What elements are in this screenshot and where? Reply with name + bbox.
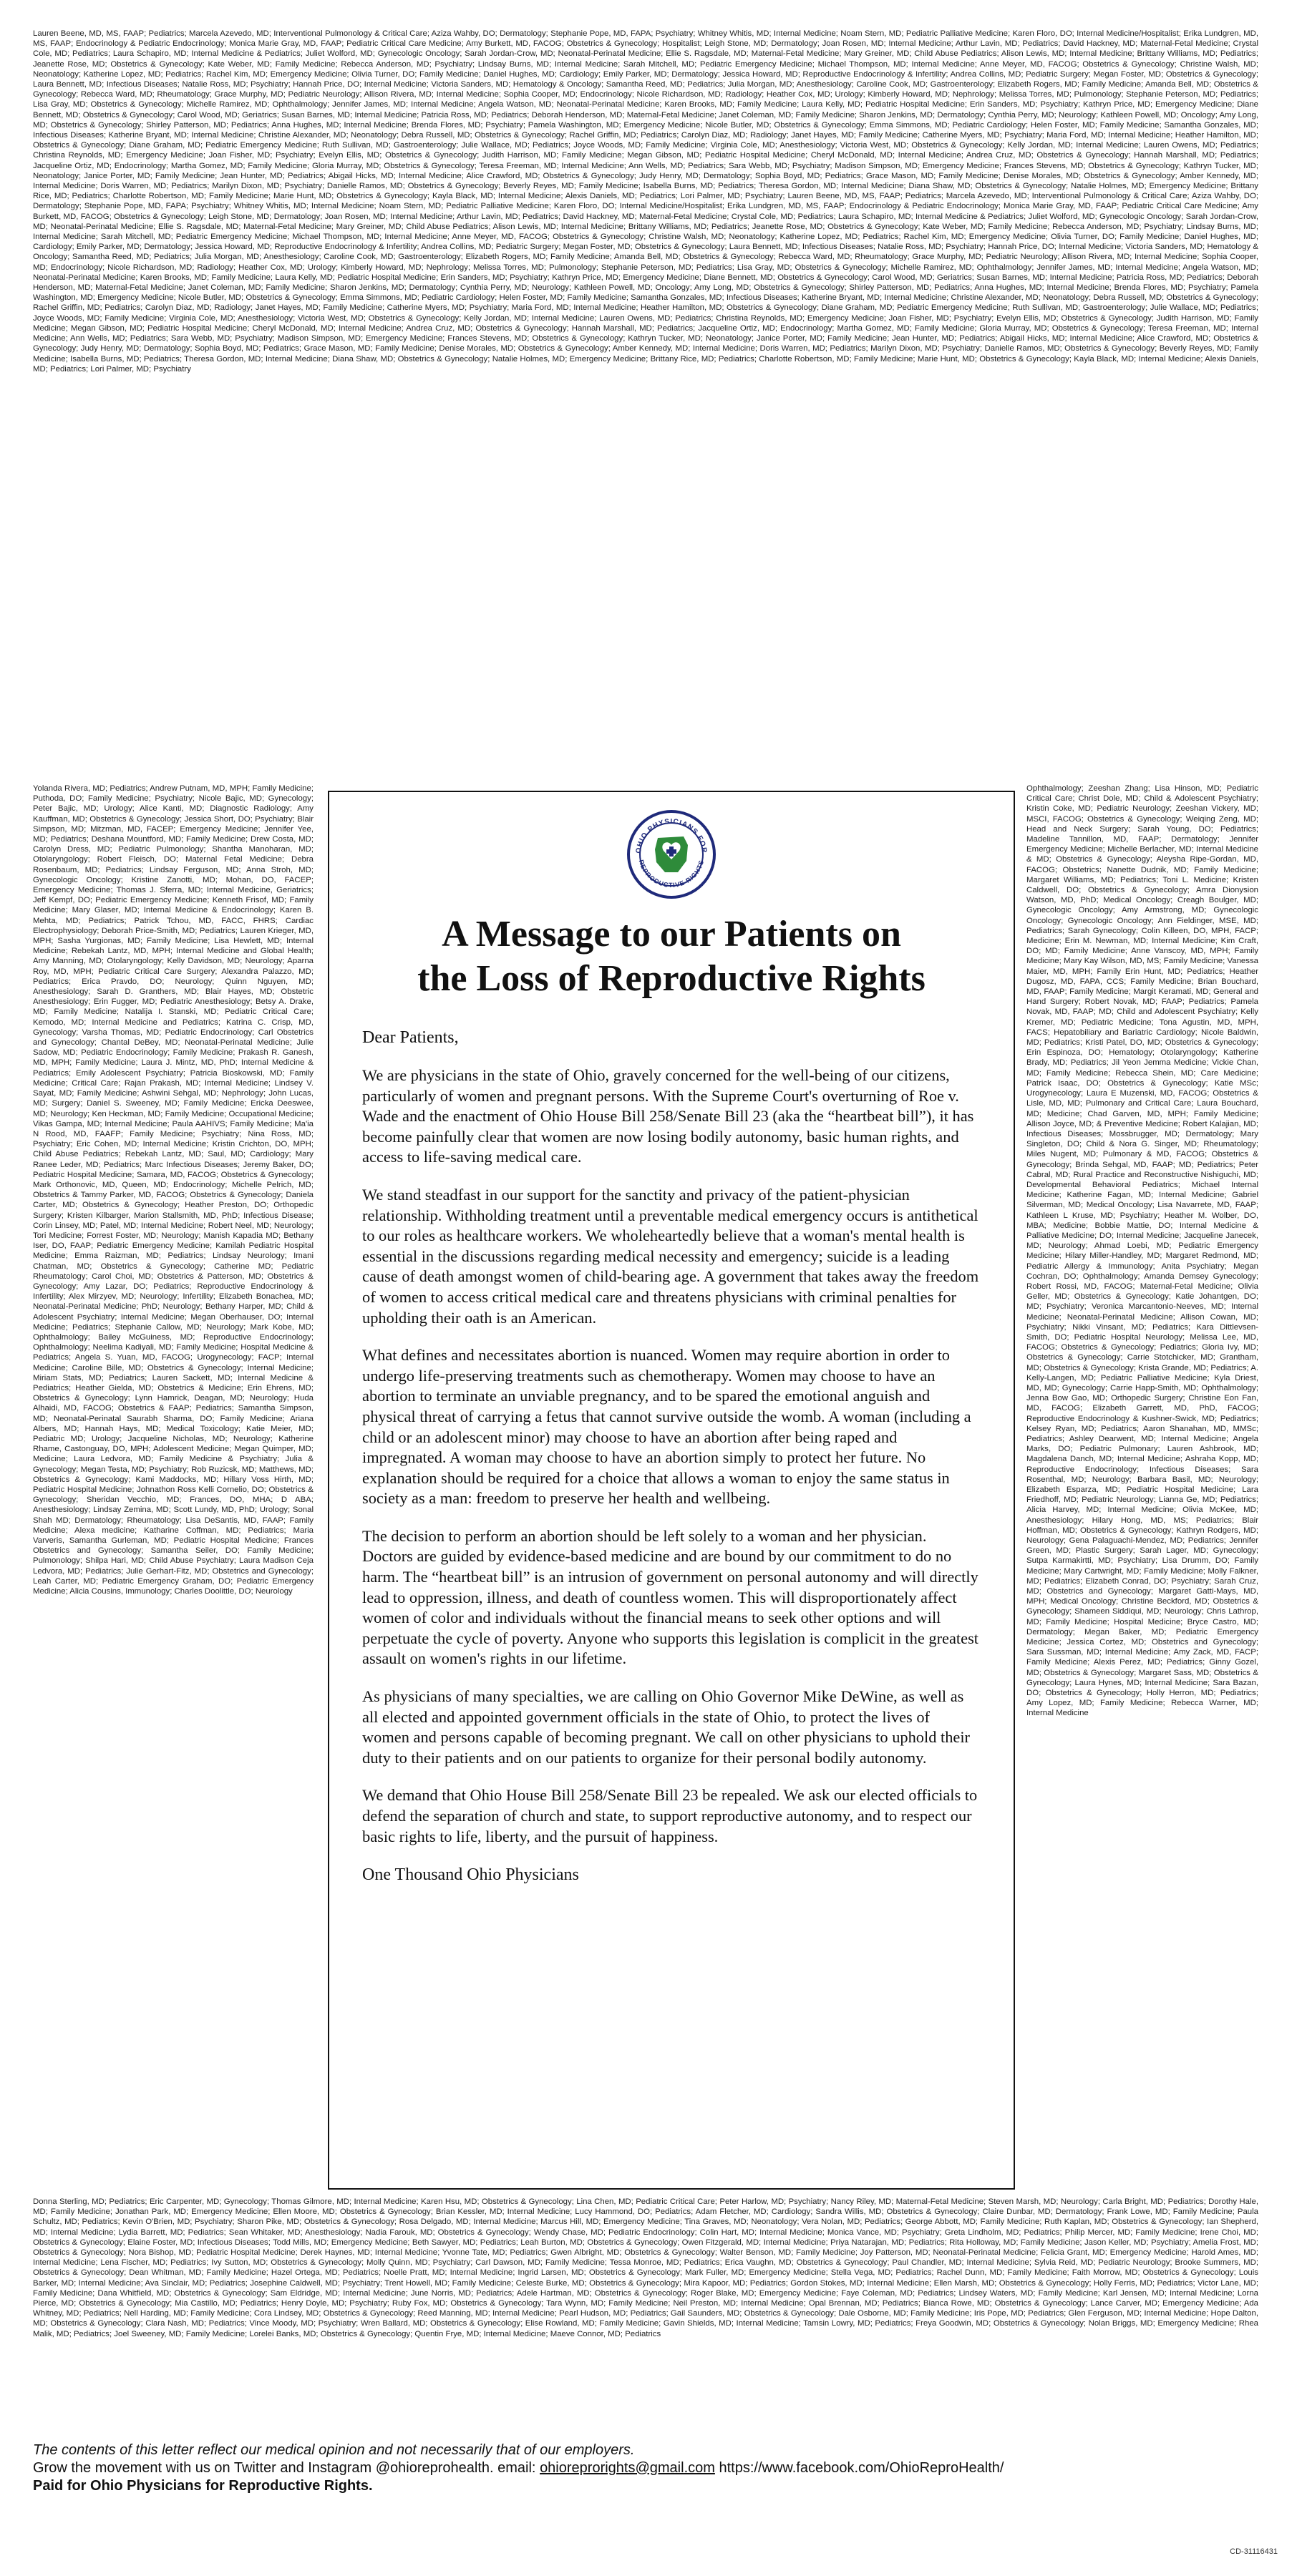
footer-facebook-link[interactable]: https://www.facebook.com/OhioReproHealth/	[719, 2460, 1004, 2476]
signatories-text: Ophthalmology; Zeeshan Zhang; Lisa Hinson, MD; Pediatric Critical Care; Christ Dole, MD; Child & Adolescent Psychiatry; Kristin Coke, MD; Pediatric Neurology; Zeeshan Vickery, MD; MSCI, FACOG; Obstetrics & Gynecology; Weiqing Zeng, MD; Head and Neck Surgery; Sarah Young, DO; Pediatrics; Madeline Tannillon, MD, FAAP; Dermatology; Jennifer Emergency Medicine; Michelle Berlacher, MD; Internal Medicine & MD; Obstetrics & Gynecology; Aleysha Ripe-Gordan, MD, FACOG; Obstetrics; Nanette Dudnik, MD; Family Medicine; Margaret Williams, MD; Pediatrics; Toni L. Medicine; Kristen Caldwell, DO; Obstetrics & Gynecology; Amra Dionysion Watson, MD, PhD; Medical Oncology; Creagh Boulger, MD; Gynecologic Oncology; Amy Armstrong, MD; Gynecologic Oncology; Gynecologic Oncology; Ann Fieldinger, MSE, MD; Pediatrics; Sarah Gynecology; Colin Killeen, DO, MPH, FACP; Medicine; Erin M. Newman, MD; Internal Medicine; Kim Craft, DO; MD; Family Medicine; Anne Vanscoy, MD, MPH; Family Medicine; Mary Kay Wilson, MD, MS; Family Medicine; Vanessa Maier, MD, MPH; Family Erin Hunt, MD; Pediatrics; Heather Dugosz, MD, FAPA, CCS; Family Medicine; Brian Bouchard, MD, FAAP; Family Medicine; Margit Keramati, MD; General and Hand Surgery; Robert Novak, MD; FAAP; Pediatrics; Pamela Novak, MD, FAAP; MD; Child and Adolescent Psychiatry; Kelly Kremer, MD; Pediatric Medicine; Tona Agustin, MD, MPH, FACS; Hepatobiliary and Bariatric Cardiology; Nicole Baldwin, MD; Pediatrics; Kristi Patel, DO, MD; Obstetrics & Gynecology; Erin Espinoza, DO; Hematology; Otolaryngology; Katherine Brady, MD; Pediatrics; Jil Yeon Jemma Medicine; Vickie Chan, MD; Family Medicine; Rebecca Shein, MD; Care Medicine; Patrick Isaac, DO; Obstetrics & Gynecology; Katie MSc; Urogynecology; Laura E Muzenski, MD, FACOG; Obstetrics & Lisle, MD, MD; Pulmonary and Critical Care; Laura Bouchard, MD; Medicine; Chad Garven, MD, MPH; Family Medicine; Allison Joyce, MD; & Preventive Medicine; Robert Kalajian, MD; Infectious Diseases; Mossbrugger, MD; Dermatology; Mary Singleton, DO; Child & Nora G. Singer, MD; Rheumatology; Miles Nugent, MD; Pulmonary & MD, FACOG; Obstetrics & Gynecology; Brinda Sehgal, MD, FAAP; MD; Pediatrics; Peter Cabral, MD; Rural Practice and Reconstructive Nishiguchi, MD; Developmental Behavioral Pediatrics; Michael Internal Medicine; Katherine Fagan, MD; Internal Medicine; Gabriel Silverman, MD; Medical Oncology; Lisa Navarrete, MD, FAAP; Kathleen L Kruse, MD; Psychiatry; Heather M. Wolber, DO, MBA; Medicine; Bobbie Mattie, DO; Internal Medicine & Palliative Medicine; DO; Internal Medicine; Jacqueline Janecek, MD; Neurology; Ahmad Loebi, MD; Pediatric Emergency Medicine; Hilary Miller-Handley, MD; Margaret Redmond, MD; Pediatric Allergy & Immunology; Anita Psychiatry; Megan Cochran, DO; Ophthalmology; Amanda Demsey Gynecology; Robert Rossi, MD, FACOG; Maternal-Fetal Medicine; Olivia Geller, MD; Obstetrics & Gynecology; Katie Johantgen, DO; MD; Psychiatry; Veronica Marcantonio-Neeves, MD; Internal Medicine; Neonatal-Perinatal Medicine; Allison Cowan, MD; Psychiatry; Nikki Vinsant, MD; Pediatrics; Kara Dittlevsen-Smith, DO; Pediatric Hospital Neurology; Melissa Lee, MD, FACOG; Obstetrics & Gynecology; Pediatrics; Gloria Ivy, MD; Obstetrics & Gynecology; Carrie Stotchicker, MD; Grantham, MD; Obstetrics & Gynecology; Krista Grande, MD; Pediatrics; A. Kelly-Langen, MD; Pediatric Palliative Medicine; Kyla Driest, MD, MD; Gynecology; Carrie Happ-Smith, MD; Ophthalmology; Jenna Bow Gao, MD; Orthopedic Surgery; Christine Eon Fan, MD, FACOG; Elizabeth Garrett, MD, PhD, FACOG; Reproductive Endocrinology & Kushner-Swick, MD; Pediatrics; Kelsey Ryan, MD; Pediatrics; Aaron Shanahan, MD, MMSc; Pediatrics; Ashley Dearwent, MD; Internal Medicine; Angela Marks, DO; Pediatric Pulmonary; Lauren Ashbrook, MD; Magdalena Danch, MD; Internal Medicine; Ashraha Kopp, MD; Reproductive Endocrinology; Infectious Diseases; Sara Rosenthal, MD; Neurology; Barbara Basil, MD; Neurology; Elizabeth Esparza, MD; Pediatric Hospital Medicine; Lara Friedhoff, MD; Pediatric Neurology; Lianna Ge, MD; Pediatrics; Alicia Harvey, MD; Internal Medicine; Olivia McKee, MD; Anesthesiology; Hilary Hong, MD, MS; Pediatrics; Blair Hoffman, MD; Obstetrics & Gynecology; Kathryn Rodgers, MD; Neurology; Gena Palaguachi-Mendez, MD; Pediatrics; Jennifer Green, MD; Plastic Surgery; Sarah Lager, MD; Gynecology; Sutpa Karmakirtti, MD; Psychiatry; Lisa Drumm, DO; Family Medicine; Mary Cartwright, MD; Family Medicine; Molly Falkner, MD; Pediatrics; Elizabeth Conrad, DO; Psychiatry; Sarah Cruz, MD; Obstetrics and Gynecology; Margaret Gatti-Mays, MD, MPH; Medical Oncology; Christine Beckford, MD; Obstetrics & Gynecology; Shameen Siddiqui, MD; Neurology; Chris Lathrop, MD; Family Medicine; Hospital Medicine; Bryce Castro, MD; Dermatology; Megan Baker, MD; Pediatric Emergency Medicine; Jessica Cortez, MD; Obstetrics and Gynecology; Sara Sussman, MD; Internal Medicine; Amy Zack, MD, FACP; Family Medicine; Alexis Perez, MD; Pediatrics; Ginny Gozel, MD; Obstetrics & Gynecology; Margaret Sass, MD; Obstetrics & Gynecology; Laura Hynes, MD; Internal Medicine; Sara Bazan, DO; Obstetrics & Gynecology; Holly Herron, MD; Pediatrics; Amy Lopez, MD; Family Medicine; Rebecca Warner, MD; Internal Medicine	[1026, 784, 1258, 1718]
signoff: One Thousand Ohio Physicians	[362, 1865, 579, 1885]
footer-grow-text: Grow the movement with us on Twitter and Instagram @ohioreprohealth. email:	[33, 2460, 536, 2476]
ohio-physicians-logo	[626, 809, 717, 899]
greeting: Dear Patients,	[362, 1028, 459, 1047]
signatories-text: Lauren Beene, MD, MS, FAAP; Pediatrics; Marcela Azevedo, MD; Interventional Pulmonology & Critical Care; Aziza Wahby, DO; Dermatology; Stephanie Pope, MD, FAPA; Psychiatry; Whitney Whitis, MD; Internal Medicine; Noam Stern, MD; Pediatric Palliative Medicine; Karen Floro, DO; Internal Medicine/Hospitalist; Erika Lundgren, MD, MS, FAAP; Endocrinology & Pediatric Endocrinology; Monica Marie Gray, MD, FAAP; Pediatric Critical Care Medicine; Amy Burkett, MD, FACOG; Obstetrics & Gynecology; Hospitalist; Leigh Stone, MD; Dermatology; Joan Rosen, MD; Internal Medicine; Arthur Lavin, MD; Pediatrics; David Hackney, MD; Maternal-Fetal Medicine; Crystal Cole, MD; Pediatrics; Laura Schapiro, MD; Internal Medicine & Pediatrics; Juliet Wolford, MD; Gynecologic Oncology; Sarah Jordan-Crow, MD; Neonatal-Perinatal Medicine; Ellie S. Ragsdale, MD; Maternal-Fetal Medicine; Mary Greiner, MD; Child Abuse Pediatrics; Alison Lewis, MD; Internal Medicine; Brittany Williams, MD; Pediatrics; Jeanette Rose, MD; Obstetrics & Gynecology; Kate Weber, MD; Family Medicine; Rebecca Anderson, MD; Psychiatry; Lindsay Burns, MD; Internal Medicine; Sarah Mitchell, MD; Pediatric Emergency Medicine; Michael Thompson, MD; Internal Medicine; Anne Meyer, MD, FACOG; Obstetrics & Gynecology; Christine Walsh, MD; Neonatology; Katherine Lopez, MD; Pediatrics; Rachel Kim, MD; Emergency Medicine; Olivia Turner, DO; Family Medicine; Daniel Hughes, MD; Cardiology; Emily Parker, MD; Dermatology; Jessica Howard, MD; Reproductive Endocrinology & Infertility; Andrea Collins, MD; Pediatric Surgery; Megan Foster, MD; Obstetrics & Gynecology; Laura Bennett, MD; Infectious Diseases; Natalie Ross, MD; Psychiatry; Hannah Price, DO; Internal Medicine; Victoria Sanders, MD; Hematology & Oncology; Samantha Reed, MD; Pediatrics; Julia Morgan, MD; Anesthesiology; Caroline Cook, MD; Gastroenterology; Elizabeth Rogers, MD; Family Medicine; Amanda Bell, MD; Obstetrics & Gynecology; Rebecca Ward, MD; Rheumatology; Grace Murphy, MD; Pediatric Neurology; Allison Rivera, MD; Internal Medicine; Sophia Cooper, MD; Endocrinology; Nicole Richardson, MD; Radiology; Heather Cox, MD; Urology; Kimberly Howard, MD; Nephrology; Melissa Torres, MD; Pulmonology; Stephanie Peterson, MD; Pediatrics; Lisa Gray, MD; Obstetrics & Gynecology; Michelle Ramirez, MD; Ophthalmology; Jennifer James, MD; Internal Medicine; Angela Watson, MD; Neonatal-Perinatal Medicine; Karen Brooks, MD; Family Medicine; Laura Kelly, MD; Pediatric Hospital Medicine; Erin Sanders, MD; Psychiatry; Kathryn Price, MD; Emergency Medicine; Diane Bennett, MD; Obstetrics & Gynecology; Carol Wood, MD; Geriatrics; Susan Barnes, MD; Internal Medicine; Patricia Ross, MD; Pediatrics; Deborah Henderson, MD; Maternal-Fetal Medicine; Janet Coleman, MD; Family Medicine; Sharon Jenkins, MD; Dermatology; Cynthia Perry, MD; Neurology; Kathleen Powell, MD; Oncology; Amy Long, MD; Obstetrics & Gynecology; Shirley Patterson, MD; Pediatrics; Anna Hughes, MD; Internal Medicine; Brenda Flores, MD; Psychiatry; Pamela Washington, MD; Emergency Medicine; Nicole Butler, MD; Obstetrics & Gynecology; Emma Simmons, MD; Pediatric Cardiology; Helen Foster, MD; Family Medicine; Samantha Gonzales, MD; Infectious Diseases; Katherine Bryant, MD; Internal Medicine; Christine Alexander, MD; Neonatology; Debra Russell, MD; Obstetrics & Gynecology; Rachel Griffin, MD; Pediatrics; Carolyn Diaz, MD; Radiology; Janet Hayes, MD; Family Medicine; Catherine Myers, MD; Psychiatry; Maria Ford, MD; Internal Medicine; Heather Hamilton, MD; Obstetrics & Gynecology; Diane Graham, MD; Pediatric Emergency Medicine; Ruth Sullivan, MD; Gastroenterology; Julie Wallace, MD; Pediatrics; Joyce Woods, MD; Family Medicine; Virginia Cole, MD; Anesthesiology; Victoria West, MD; Obstetrics & Gynecology; Kelly Jordan, MD; Internal Medicine; Lauren Owens, MD; Pediatrics; Christina Reynolds, MD; Emergency Medicine; Joan Fisher, MD; Psychiatry; Evelyn Ellis, MD; Obstetrics & Gynecology; Judith Harrison, MD; Family Medicine; Megan Gibson, MD; Pediatric Hospital Medicine; Cheryl McDonald, MD; Internal Medicine; Andrea Cruz, MD; Obstetrics & Gynecology; Hannah Marshall, MD; Pediatrics; Jacqueline Ortiz, MD; Endocrinology; Martha Gomez, MD; Family Medicine; Gloria Murray, MD; Obstetrics & Gynecology; Teresa Freeman, MD; Internal Medicine; Ann Wells, MD; Pediatrics; Sara Webb, MD; Psychiatry; Madison Simpson, MD; Emergency Medicine; Frances Stevens, MD; Obstetrics & Gynecology; Kathryn Tucker, MD; Neonatology; Janice Porter, MD; Family Medicine; Jean Hunter, MD; Pediatrics; Abigail Hicks, MD; Internal Medicine; Alice Crawford, MD; Obstetrics & Gynecology; Judy Henry, MD; Dermatology; Sophia Boyd, MD; Pediatrics; Grace Mason, MD; Family Medicine; Denise Morales, MD; Obstetrics & Gynecology; Amber Kennedy, MD; Internal Medicine; Doris Warren, MD; Pediatrics; Marilyn Dixon, MD; Psychiatry; Danielle Ramos, MD; Obstetrics & Gynecology; Beverly Reyes, MD; Family Medicine; Isabella Burns, MD; Pediatrics; Theresa Gordon, MD; Internal Medicine; Diana Shaw, MD; Obstetrics & Gynecology; Natalie Holmes, MD; Emergency Medicine; Brittany Rice, MD; Pediatrics; Charlotte Robertson, MD; Family Medicine; Marie Hunt, MD; Obstetrics & Gynecology; Kayla Black, MD; Internal Medicine; Alexis Daniels, MD; Pediatrics; Lori Palmer, MD; Psychiatry; Lauren Beene, MD, MS, FAAP; Pediatrics; Marcela Azevedo, MD; Interventional Pulmonology & Critical Care; Aziza Wahby, DO; Dermatology; Stephanie Pope, MD, FAPA; Psychiatry; Whitney Whitis, MD; Internal Medicine; Noam Stern, MD; Pediatric Palliative Medicine; Karen Floro, DO; Internal Medicine/Hospitalist; Erika Lundgren, MD, MS, FAAP; Endocrinology & Pediatric Endocrinology; Monica Marie Gray, MD, FAAP; Pediatric Critical Care Medicine; Amy Burkett, MD, FACOG; Obstetrics & Gynecology; Leigh Stone, MD; Dermatology; Joan Rosen, MD; Internal Medicine; Arthur Lavin, MD; Pediatrics; David Hackney, MD; Maternal-Fetal Medicine; Crystal Cole, MD; Pediatrics; Laura Schapiro, MD; Internal Medicine & Pediatrics; Juliet Wolford, MD; Gynecologic Oncology; Sarah Jordan-Crow, MD; Neonatal-Perinatal Medicine; Ellie S. Ragsdale, MD; Maternal-Fetal Medicine; Mary Greiner, MD; Child Abuse Pediatrics; Alison Lewis, MD; Internal Medicine; Brittany Williams, MD; Pediatrics; Jeanette Rose, MD; Obstetrics & Gynecology; Kate Weber, MD; Family Medicine; Rebecca Anderson, MD; Psychiatry; Lindsay Burns, MD; Internal Medicine; Sarah Mitchell, MD; Pediatric Emergency Medicine; Michael Thompson, MD; Internal Medicine; Anne Meyer, MD, FACOG; Obstetrics & Gynecology; Christine Walsh, MD; Neonatology; Katherine Lopez, MD; Pediatrics; Rachel Kim, MD; Emergency Medicine; Olivia Turner, DO; Family Medicine; Daniel Hughes, MD; Cardiology; Emily Parker, MD; Dermatology; Jessica Howard, MD; Reproductive Endocrinology & Infertility; Andrea Collins, MD; Pediatric Surgery; Megan Foster, MD; Obstetrics & Gynecology; Laura Bennett, MD; Infectious Diseases; Natalie Ross, MD; Psychiatry; Hannah Price, DO; Internal Medicine; Victoria Sanders, MD; Hematology & Oncology; Samantha Reed, MD; Pediatrics; Julia Morgan, MD; Anesthesiology; Caroline Cook, MD; Gastroenterology; Elizabeth Rogers, MD; Family Medicine; Amanda Bell, MD; Obstetrics & Gynecology; Rebecca Ward, MD; Rheumatology; Grace Murphy, MD; Pediatric Neurology; Allison Rivera, MD; Internal Medicine; Sophia Cooper, MD; Endocrinology; Nicole Richardson, MD; Radiology; Heather Cox, MD; Urology; Kimberly Howard, MD; Nephrology; Melissa Torres, MD; Pulmonology; Stephanie Peterson, MD; Pediatrics; Lisa Gray, MD; Obstetrics & Gynecology; Michelle Ramirez, MD; Ophthalmology; Jennifer James, MD; Internal Medicine; Angela Watson, MD; Neonatal-Perinatal Medicine; Karen Brooks, MD; Family Medicine; Laura Kelly, MD; Pediatric Hospital Medicine; Erin Sanders, MD; Psychiatry; Kathryn Price, MD; Emergency Medicine; Diane Bennett, MD; Obstetrics & Gynecology; Carol Wood, MD; Geriatrics; Susan Barnes, MD; Internal Medicine; Patricia Ross, MD; Pediatrics; Deborah Henderson, MD; Maternal-Fetal Medicine; Janet Coleman, MD; Family Medicine; Sharon Jenkins, MD; Dermatology; Cynthia Perry, MD; Neurology; Kathleen Powell, MD; Oncology; Amy Long, MD; Obstetrics & Gynecology; Shirley Patterson, MD; Pediatrics; Anna Hughes, MD; Internal Medicine; Brenda Flores, MD; Psychiatry; Pamela Washington, MD; Emergency Medicine; Nicole Butler, MD; Obstetrics & Gynecology; Emma Simmons, MD; Pediatric Cardiology; Helen Foster, MD; Family Medicine; Samantha Gonzales, MD; Infectious Diseases; Katherine Bryant, MD; Internal Medicine; Christine Alexander, MD; Neonatology; Debra Russell, MD; Obstetrics & Gynecology; Rachel Griffin, MD; Pediatrics; Carolyn Diaz, MD; Radiology; Janet Hayes, MD; Family Medicine; Catherine Myers, MD; Psychiatry; Maria Ford, MD; Internal Medicine; Heather Hamilton, MD; Obstetrics & Gynecology; Diane Graham, MD; Pediatric Emergency Medicine; Ruth Sullivan, MD; Gastroenterology; Julie Wallace, MD; Pediatrics; Joyce Woods, MD; Family Medicine; Virginia Cole, MD; Anesthesiology; Victoria West, MD; Obstetrics & Gynecology; Kelly Jordan, MD; Internal Medicine; Lauren Owens, MD; Pediatrics; Christina Reynolds, MD; Emergency Medicine; Joan Fisher, MD; Psychiatry; Evelyn Ellis, MD; Obstetrics & Gynecology; Judith Harrison, MD; Family Medicine; Megan Gibson, MD; Pediatric Hospital Medicine; Cheryl McDonald, MD; Internal Medicine; Andrea Cruz, MD; Obstetrics & Gynecology; Hannah Marshall, MD; Pediatrics; Jacqueline Ortiz, MD; Endocrinology; Martha Gomez, MD; Family Medicine; Gloria Murray, MD; Obstetrics & Gynecology; Teresa Freeman, MD; Internal Medicine; Ann Wells, MD; Pediatrics; Sara Webb, MD; Psychiatry; Madison Simpson, MD; Emergency Medicine; Frances Stevens, MD; Obstetrics & Gynecology; Kathryn Tucker, MD; Neonatology; Janice Porter, MD; Family Medicine; Jean Hunter, MD; Pediatrics; Abigail Hicks, MD; Internal Medicine; Alice Crawford, MD; Obstetrics & Gynecology; Judy Henry, MD; Dermatology; Sophia Boyd, MD; Pediatrics; Grace Mason, MD; Family Medicine; Denise Morales, MD; Obstetrics & Gynecology; Amber Kennedy, MD; Internal Medicine; Doris Warren, MD; Pediatrics; Marilyn Dixon, MD; Psychiatry; Danielle Ramos, MD; Obstetrics & Gynecology; Beverly Reyes, MD; Family Medicine; Isabella Burns, MD; Pediatrics; Theresa Gordon, MD; Internal Medicine; Diana Shaw, MD; Obstetrics & Gynecology; Natalie Holmes, MD; Emergency Medicine; Brittany Rice, MD; Pediatrics; Charlotte Robertson, MD; Family Medicine; Marie Hunt, MD; Obstetrics & Gynecology; Kayla Black, MD; Internal Medicine; Alexis Daniels, MD; Pediatrics; Lori Palmer, MD; Psychiatry	[33, 29, 1258, 374]
footer-disclaimer: The contents of this letter reflect our medical opinion and not necessarily that of our employers.	[33, 2442, 635, 2458]
signatories-left-column	[33, 784, 314, 2197]
signatories-bottom-block	[33, 2197, 1258, 2433]
paragraph-3: What defines and necessitates abortion is nuanced. Women may require abortion in order to undergo life-preserving treatments such as chemotherapy. Women may choose to have an abortion to terminate an unviable pregnancy, and to be spared the emotional anguish and physical threat of carrying a fetus that cannot survive outside the womb. A woman (including a child or an adolescent minor) may choose to have an abortion after being raped and impregnated. A woman may choose to have an abortion simply to protect her future. No explanation should be required for a choice that allows a woman to enjoy the same status in society as a man: freedom to preserve her health and wellbeing.	[362, 1346, 971, 1508]
paragraph-2: We stand steadfast in our support for the sanctity and privacy of the patient-physician relationship. Withholding treatment until a preventable medical emergency occurs is antithetical to our roles as healthcare workers. We wholeheartedly believe that a woman's mental health is essential in the discussions regarding medical necessity and emergency; suicide is a leading cause of death amongst women of child-bearing age. A government that takes away the freedom of women to access critical medical care and threatens physicians with criminal penalties for upholding their oath is an American.	[362, 1185, 979, 1327]
paragraph-6: We demand that Ohio House Bill 258/Senate Bill 23 be repealed. We ask our elected officials to defend the separation of church and state, to support reproductive autonomy, and to respect our basic rights to life, liberty, and the pursuit of happiness.	[362, 1786, 978, 1845]
footer	[33, 2441, 1258, 2495]
headline-line-1: A Message to our Patients on	[442, 914, 901, 955]
paragraph-1: We are physicians in the state of Ohio, gravely concerned for the well-being of our citizens, particularly of women and pregnant persons. With the Supreme Court's overturning of Roe v. Wade and the enactment of Ohio House Bill 258/Senate Bill 23 (aka the “heartbeat bill”), it has become painfully clear that women are now losing bodily autonomy, basic human rights, and access to life-saving medical care.	[362, 1066, 974, 1166]
signatories-top-block	[33, 29, 1258, 780]
signatories-text: Donna Sterling, MD; Pediatrics; Eric Carpenter, MD; Gynecology; Thomas Gilmore, MD; Internal Medicine; Karen Hsu, MD; Obstetrics & Gynecology; Lina Chen, MD; Pediatric Critical Care; Peter Harlow, MD; Psychiatry; Nancy Riley, MD; Maternal-Fetal Medicine; Steven Marsh, MD; Neurology; Carla Bright, MD; Pediatrics; Dorothy Hale, MD; Family Medicine; Jonathan Park, MD; Emergency Medicine; Ellen Moore, MD; Obstetrics & Gynecology; Brian Kessler, MD; Internal Medicine; Lucy Hammond, DO; Pediatrics; Adam Fletcher, MD; Cardiology; Sandra Willis, MD; Obstetrics & Gynecology; Claire Dunbar, MD; Dermatology; Frank Lowe, MD; Family Medicine; Paula Schultz, MD; Pediatrics; Kevin O'Brien, MD; Psychiatry; Sharon Pike, MD; Obstetrics & Gynecology; Rosa Delgado, MD; Internal Medicine; Marcus Hill, MD; Emergency Medicine; Tina Graves, MD; Neonatology; Vera Nolan, MD; Pediatrics; George Abbott, MD; Family Medicine; Ruth Kaplan, MD; Obstetrics & Gynecology; Ian Shepherd, MD; Internal Medicine; Lydia Barrett, MD; Pediatrics; Sean Whitaker, MD; Anesthesiology; Nadia Farouk, MD; Obstetrics & Gynecology; Wendy Chase, MD; Pediatric Endocrinology; Colin Hart, MD; Internal Medicine; Monica Vance, MD; Psychiatry; Greta Lindholm, MD; Pediatrics; Philip Mercer, MD; Family Medicine; Irene Choi, MD; Obstetrics & Gynecology; Elaine Foster, MD; Infectious Diseases; Todd Mills, MD; Emergency Medicine; Beth Sawyer, MD; Pediatrics; Leah Burton, MD; Obstetrics & Gynecology; Owen Fitzgerald, MD; Internal Medicine; Priya Natarajan, MD; Pediatrics; Rita Holloway, MD; Family Medicine; Jason Keller, MD; Psychiatry; Amelia Frost, MD; Obstetrics & Gynecology; Nora Bishop, MD; Pediatric Hospital Medicine; Derek Haynes, MD; Internal Medicine; Yvonne Tate, MD; Pediatrics; Gwen Albright, MD; Obstetrics & Gynecology; Walter Benson, MD; Family Medicine; Joy Patterson, MD; Neonatal-Perinatal Medicine; Felicia Grant, MD; Emergency Medicine; Harold Ames, MD; Internal Medicine; Lena Fischer, MD; Pediatrics; Ivy Sutton, MD; Obstetrics & Gynecology; Molly Quinn, MD; Psychiatry; Carl Dawson, MD; Family Medicine; Tessa Monroe, MD; Pediatrics; Erica Vaughn, MD; Obstetrics & Gynecology; Paul Chandler, MD; Internal Medicine; Sylvia Reid, MD; Pediatric Neurology; Brooke Summers, MD; Obstetrics & Gynecology; Dean Whitman, MD; Family Medicine; Hazel Ortega, MD; Pediatrics; Noelle Pratt, MD; Internal Medicine; Ingrid Larsen, MD; Obstetrics & Gynecology; Mark Fuller, MD; Emergency Medicine; Stella Vega, MD; Pediatrics; Rachel Dunn, MD; Family Medicine; Faith Morrow, MD; Obstetrics & Gynecology; Louis Barker, MD; Internal Medicine; Ava Sinclair, MD; Pediatrics; Josephine Caldwell, MD; Psychiatry; Trent Howell, MD; Family Medicine; Celeste Burke, MD; Obstetrics & Gynecology; Mira Kapoor, MD; Pediatrics; Gordon Stokes, MD; Internal Medicine; Ellen Marsh, MD; Obstetrics & Gynecology; Holly Ferris, MD; Pediatrics; Victor Lane, MD; Family Medicine; Dana Whitfield, MD; Obstetrics & Gynecology; Sam Eldridge, MD; Internal Medicine; June Norris, MD; Pediatrics; Adele Hartman, MD; Obstetrics & Gynecology; Roger Blake, MD; Emergency Medicine; Faye Coleman, MD; Pediatrics; Lindsey Waters, MD; Family Medicine; Karl Jensen, MD; Internal Medicine; Lorna Pierce, MD; Obstetrics & Gynecology; Mia Castillo, MD; Pediatrics; Henry Doyle, MD; Psychiatry; Ruby Fox, MD; Obstetrics & Gynecology; Tara Wynn, MD; Family Medicine; Neil Preston, MD; Internal Medicine; Opal Brennan, MD; Pediatrics; Bianca Rowe, MD; Obstetrics & Gynecology; Lance Carver, MD; Emergency Medicine; Ada Whitney, MD; Pediatrics; Nell Harding, MD; Family Medicine; Cora Lindsey, MD; Obstetrics & Gynecology; Reed Manning, MD; Internal Medicine; Pearl Hudson, MD; Pediatrics; Gail Saunders, MD; Obstetrics & Gynecology; Dale Osborne, MD; Family Medicine; Iris Pope, MD; Pediatrics; Glen Ferguson, MD; Internal Medicine; Hope Dalton, MD; Obstetrics & Gynecology; Clara Nash, MD; Pediatrics; Vince Moody, MD; Psychiatry; Wren Ballard, MD; Obstetrics & Gynecology; Elise Rowland, MD; Family Medicine; Gavin Shields, MD; Internal Medicine; Tamsin Lowry, MD; Pediatrics; Freya Goodwin, MD; Obstetrics & Gynecology; Nolan Briggs, MD; Emergency Medicine; Rhea Malik, MD; Pediatrics; Joel Sweeney, MD; Family Medicine; Lorelei Banks, MD; Obstetrics & Gynecology; Quentin Frye, MD; Internal Medicine; Maeve Connor, MD; Pediatrics	[33, 2197, 1258, 2338]
job-code: CD-31116431	[1230, 2547, 1278, 2556]
message-box	[328, 791, 1015, 2190]
headline-line-2: the Loss of Reproductive Rights	[417, 958, 926, 999]
paragraph-5: As physicians of many specialties, we are calling on Ohio Governor Mike DeWine, as well as all elected and appointed government officials in the state of Ohio, to protect the lives of women and persons capable of becoming pregnant. We call on other physicians to uphold their duty to their patients and on our patients to organize for their personal bodily autonomy.	[362, 1687, 971, 1767]
footer-social-line	[33, 2459, 1258, 2477]
logo-ring-text-top: OHIO PHYSICIANS FOR	[634, 817, 709, 854]
logo-seal-icon	[626, 809, 717, 899]
signatories-right-column	[1026, 784, 1258, 2197]
headline	[362, 912, 981, 1001]
logo-ring-text-bottom: REPRODUCTIVE RIGHTS	[637, 859, 706, 889]
footer-paid-for: Paid for Ohio Physicians for Reproductive Rights.	[33, 2478, 373, 2494]
footer-email-link[interactable]: ohioreprorights@gmail.com	[540, 2460, 715, 2476]
signatories-text: Yolanda Rivera, MD; Pediatrics; Andrew Putnam, MD, MPH; Family Medicine; Puthoda, DO; Family Medicine; Psychiatry; Nicole Bajic, MD; Gynecology; Peter Bajic, MD; Urology; Alice Kanti, MD; Diagnostic Radiology; Amy Kauffman, MD; Obstetrics & Gynecology; Jessica Short, DO; Psychiatry; Blair Simpson, MD; Mitzman, MD, FACEP; Emergency Medicine; Jennifer Yee, MD; Pediatrics; Deshana Mountford, MD; Family Medicine; Drew Costa, MD; Carolyn Dress, MD; Pediatric Pulmonology; Shantha Manoharan, MD; Otolaryngology; Robert Fleisch, DO; Maternal Fetal Medicine; Debra Rosenbaum, MD; Pediatrics; Lindsay Ferguson, MD; Anna Stroh, MD; Gynecologic Oncology; Kristine Zanotti, MD; Mohan, DO, FACEP; Emergency Medicine; Thomas J. Sferra, MD; Internal Medicine, Geriatrics; Jeff Kempf, DO; Pediatric Emergency Medicine; Kenneth Frisof, MD; Family Medicine; Mary Glaser, MD; Internal Medicine & Endocrinology; Karen B. Mehta, MD; Pediatrics; Patrick Tchou, MD, FACC, FHRS; Cardiac Electrophysiology; Deborah Price-Smith, MD; Pediatrics; Lauren Krieger, MD, MPH; Sasha Yurgionas, MD; Family Medicine; Lisa Hewlett, MD; Internal Medicine; Rebekah Lantz, MD, MPH; Internal Medicine and Global Health; Amy Manning, MD; Otolaryngology; Kelly Davidson, MD; Neurology; Aparna Roy, MD, MPH; Pediatric Critical Care Surgery; Alexandra Palazzo, MD; Pediatrics; Erica Pravdo, DO; Neurology; Quinn Nguyen, MD; Anesthesiology; Sarah D. Granthers, MD; Blair Hayes, MD; Obstetric Anesthesiology; Erin Fugger, MD; Pediatric Anesthesiology; Betsy A. Drake, MD; Family Medicine; Natalija I. Stanski, MD; Pediatric Critical Care; Kemodo, MD; Internal Medicine and Pediatrics; Katrina C. Crisp, MD, Gynecology; Varsha Thomas, MD; Pediatric Endocrinology; Carl Obstetrics and Gynecology; Chantal DeBey, MD; Neonatal-Perinatal Medicine; Julie Sadow, MD; Pediatric Endocrinology; Family Medicine; Prakash R. Ganesh, MD, MPH; Family Medicine; Laura J. Mintz, MD, PhD; Internal Medicine & Pediatrics; Emily Adolescent Psychiatry; Patricia Bioskowski, MD; Family Medicine; Critical Care; Rajan Prakash, MD; Internal Medicine; Lindsey V. Sayat, MD; Family Medicine; Ashwini Sehgal, MD; Nephrology; John Lucas, MD; Surgery; Daniel S. Sweeney, MD; Family Medicine; Ericka Deeswee, MD; Neurology; Ken Heckman, MD; Family Medicine; Occupational Medicine; Vikas Gampa, MD; Internal Medicine; Paula AAHIVS; Family Medicine; Ma'ia N Rood, MD, FAAFP; Family Medicine; Psychiatry; Nina Ross, MD; Psychiatry; Eric Cohen, MD; Internal Medicine; Kristin Crichton, DO, MPH; Child Abuse Pediatrics; Rebekah Lantz, MD; Saul, MD; Cardiology; Mary Ranee Leder, MD; Pediatrics; Marc Infectious Diseases; Jeremy Baker, DO; Pediatric Hospital Medicine; Samara, MD, FACOG; Obstetrics & Gynecology; Mark Orthonovic, MD, Queen, MD; Endocrinology; Michelle Pelrich, MD; Obstetrics & Tammy Parker, MD, FACOG; Obstetrics & Gynecology; Daniela Carter, MD; Obstetrics & Gynecology; Heather Preston, DO; Orthopedic Surgery; Kristen Kilbarger, Marion Stallsmith, MD, PhD; Infectious Disease; Corin Linsey, MD; Patel, MD; Internal Medicine; Robert Neel, MD; Neurology; Tori Medicine; Forrest Foster, MD; Neurology; Manish Kapadia MD; Bethany Iser, DO, FAAP; Pediatric Emergency Medicine; Kamilah Pediatric Hospital Medicine; Emma Raizman, MD; Pediatrics; Lindsay Neurology; Imani Chatman, MD; Obstetrics & Gynecology; Catherine MD; Pediatric Rheumatology; Carol Choi, MD; Obstetrics & Patterson, MD; Obstetrics & Gynecology; Amy Lazar, DO; Pediatrics; Reproductive Endocrinology & Infertility; Alex Mirzyev, MD; Neurology; Infertility; Elizabeth Bonachea, MD; Neonatal-Perinatal Medicine; PhD; Neurology; Bethany Harper, MD; Child & Adolescent Psychiatry; Internal Medicine; Megan Oberhauser, DO; Internal Medicine; Pediatrics; Stephanie Callow, MD; Neurology; Mark Kobe, MD; Ophthalmology; Bailey McGuiness, MD; Reproductive Endocrinology; Ophthalmology; Neelima Kadiyali, MD; Family Medicine; Hospital Medicine & Pediatrics; Angela S. Yuan, MD, FACOG; Urogynecology; FACP; Internal Medicine; Caroline Bille, MD; Obstetrics & Gynecology; Internal Medicine; Miriam Stats, MD; Pediatrics; Lauren Sackett, MD; Internal Medicine & Pediatrics; Heather Gielda, MD; Obstetrics & Medicine; Erin Ehrens, MD; Obstetrics & Gynecology; Lynn Hamrick, Deagan, MD; Neurology; Huda Alhaidi, MD, FACOG; Obstetrics & FAAP; Pediatrics; Samantha Simpson, MD; Neonatal-Perinatal Saurabh Sharma, DO; Family Medicine; Ariana Albers, MD; Hannah Hays, MD; Medical Toxicology; Katie Meier, MD; Pediatric MD; Urology; Jacqueline Nicholas, MD; Neurology; Katherine Rhame, Castonguay, DO, MPH; Adolescent Medicine; Megan Quimper, MD; Medicine; Laura Ledvora, MD; Family Medicine & Psychiatry; Julia & Gynecology; Megan Testa, MD; Psychiatry; Rob Ruzicsk, MD; Matthews, MD; Obstetrics & Gynecology; Kami Maddocks, MD; Hillary Voss Hirth, MD; Pediatric Hospital Medicine; Johnathon Ross Kelli Cornelio, DO; Obstetrics & Gynecology; Sheridan Vecchio, MD; Frances, DO, MHA; D ABA; Anesthesiology; Lindsay Zemina, MD; Scott Lundy, MD, PhD; Urology; Sonal Shah MD; Dermatology; Rheumatology; Lisa DeSantis, MD, FAAP; Family Medicine; Alexa medicine; Katharine Coffman, MD; Pediatrics; Maria Varveris, Samantha Gurleman, MD; Pediatric Hospital Medicine; Frances Obstetrics and Gynecology; Samantha Seiler, DO; Family Medicine; Pulmonology; Shilpa Hari, MD; Child Abuse Psychiatry; Laura Madison Ceja Ledvora, MD; Pediatrics; Julie Gerhart-Fitz, MD; Obstetrics and Gynecology; Leah Carter, MD; Pediatric Emergency Graham, DO; Pediatric Emergency Medicine; Alicia Cousins, Immunology; Charles Doolittle, DO; Neurology	[33, 784, 314, 1596]
paragraph-4: The decision to perform an abortion should be left solely to a woman and her physician. Doctors are guided by evidence-based medicine and are bound by our commitment to do no harm. The “heartbeat bill” is an intrusion of government on personal autonomy and will directly lead to oppression, illness, and death of countless women. This will disproportionately affect women of color and individuals without the financial means to seek other options and will perpetuate the cycle of poverty. Anyone who supports this legislation is complicit in the greatest assault on women's rights in our lifetime.	[362, 1526, 978, 1668]
